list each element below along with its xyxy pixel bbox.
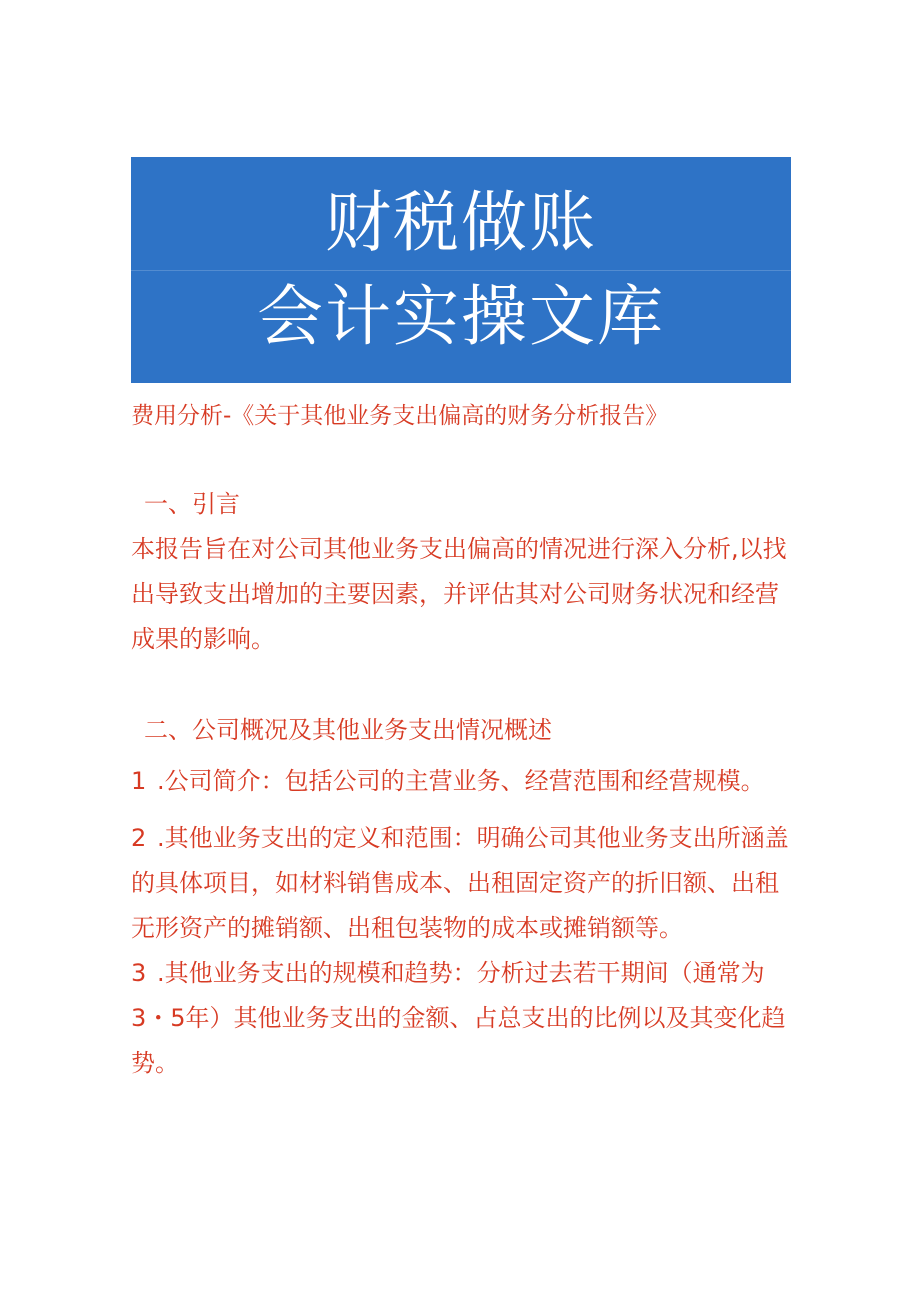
list-item-number: 3 bbox=[131, 959, 147, 987]
document-title: 费用分析-《关于其他业务支出偏高的财务分析报告》 bbox=[131, 403, 669, 429]
list-item-scale-trend bbox=[131, 951, 791, 1086]
section-heading-overview: 二、公司概况及其他业务支出情况概述 bbox=[144, 716, 552, 744]
banner-title-line-2: 会计实操文库 bbox=[257, 278, 665, 355]
list-item-number: 1 bbox=[131, 767, 147, 795]
list-item-text: .其他业务支出的规模和趋势：分析过去若干期间（通常为3・5年）其他业务支出的金额、占总支出的比例以及其变化趋势。 bbox=[131, 959, 786, 1077]
intro-paragraph: 本报告旨在对公司其他业务支出偏高的情况进行深入分析,以找出导致支出增加的主要因素，并评估其对公司财务状况和经营成果的影响。 bbox=[131, 535, 787, 653]
document-body bbox=[131, 392, 791, 1086]
list-item-text: .公司简介：包括公司的主营业务、经营范围和经营规模。 bbox=[157, 767, 765, 795]
list-item-text: .其他业务支出的定义和范围：明确公司其他业务支出所涵盖的具体项目，如材料销售成本、出租固定资产的折旧额、出租无形资产的摊销额、出租包装物的成本或摊销额等。 bbox=[131, 824, 789, 942]
section-heading-intro: 一、引言 bbox=[144, 490, 240, 518]
header-banner bbox=[131, 157, 791, 383]
list-item-number: 2 bbox=[131, 824, 147, 852]
spacer bbox=[131, 662, 791, 708]
spacer bbox=[131, 804, 791, 816]
banner-title-line-1: 财税做账 bbox=[325, 184, 597, 261]
list-item-company-profile bbox=[131, 759, 791, 804]
list-item-definition-scope bbox=[131, 816, 791, 951]
spacer bbox=[131, 440, 791, 482]
